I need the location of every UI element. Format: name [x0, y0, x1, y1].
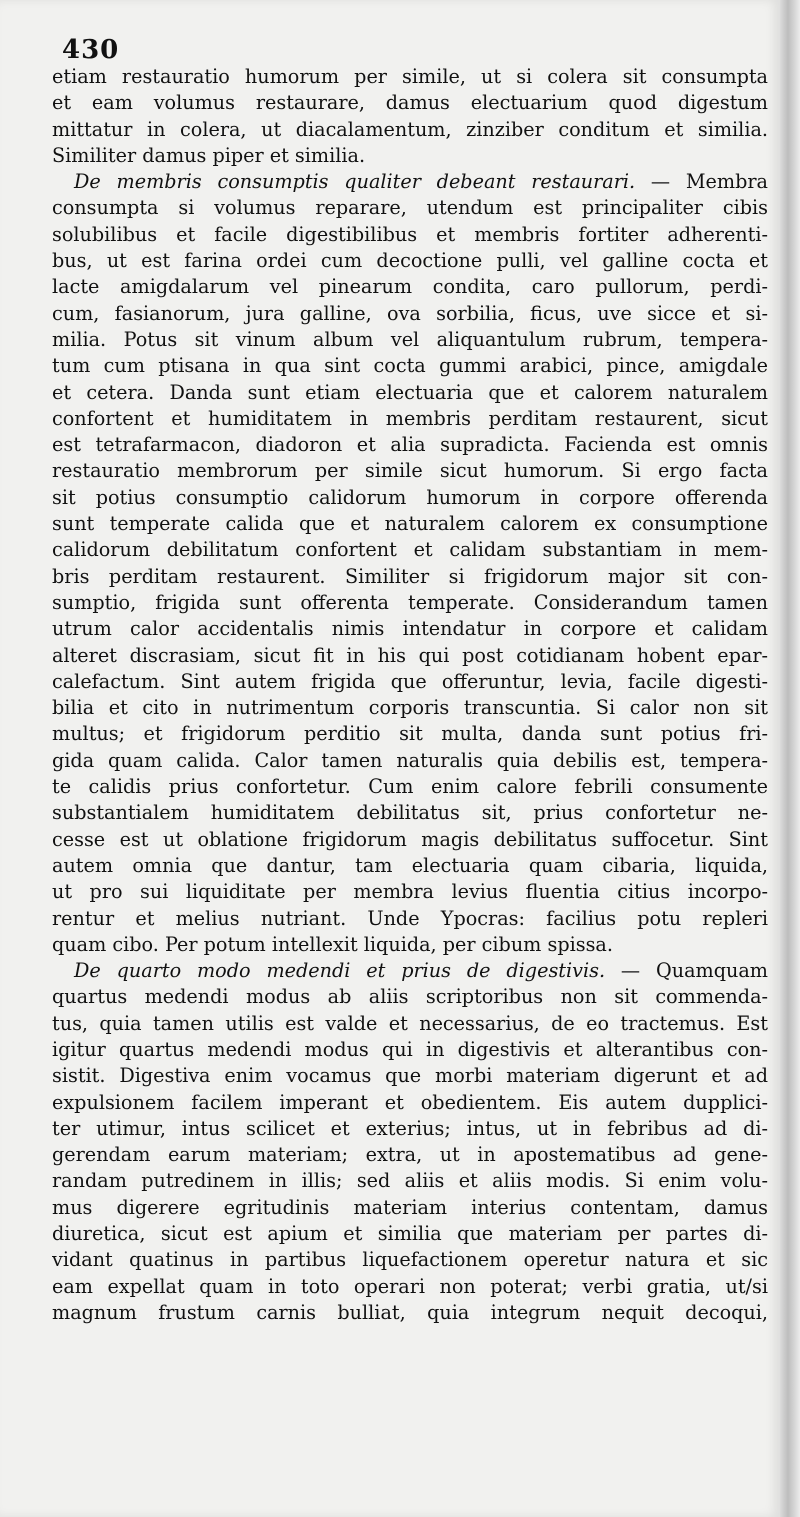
text-line — [52, 1168, 768, 1194]
text-line — [52, 748, 768, 774]
text-line — [52, 485, 768, 511]
text-run: alteret discrasiam, sicut fit in his qui post cotidianam hobent epar- — [52, 643, 768, 667]
text-line — [52, 695, 768, 721]
text-line — [52, 274, 768, 300]
text-run: magnum frustum carnis bulliat, quia integrum nequit decoqui, — [52, 1300, 768, 1324]
text-run: eam expellat quam in toto operari non poterat; verbi gratia, ut/si — [52, 1274, 768, 1298]
text-line — [52, 458, 768, 484]
text-run: te calidis prius confortetur. Cum enim calore febrili consumente — [52, 775, 768, 799]
text-run: utrum calor accidentalis nimis intendatur in corpore et calidam — [52, 617, 768, 641]
text-run: cum, fasianorum, jura galline, ova sorbilia, ficus, uve sicce et si- — [52, 301, 768, 325]
text-run: diuretica, sicut est apium et similia que materiam per partes di- — [52, 1222, 768, 1246]
text-run: quam cibo. Per potum intellexit liquida, per cibum spissa. — [52, 932, 613, 956]
text-line — [52, 827, 768, 853]
text-line — [52, 1011, 768, 1037]
text-line — [52, 222, 768, 248]
text-line — [52, 1090, 768, 1116]
text-run: randam putredinem in illis; sed aliis et aliis modis. Si enim volu- — [52, 1169, 768, 1193]
text-run: bris perditam restaurent. Similiter si frigidorum major sit con- — [52, 564, 768, 588]
text-line — [52, 353, 768, 379]
text-line — [52, 1300, 768, 1326]
text-line — [52, 932, 768, 958]
text-run: expulsionem facilem imperant et obedientem. Eis autem dupplici- — [52, 1090, 768, 1114]
text-line — [52, 301, 768, 327]
text-run: est tetrafarmacon, diadoron et alia supradicta. Facienda est omnis — [52, 433, 768, 457]
text-line — [52, 90, 768, 116]
text-run: lacte amigdalarum vel pinearum condita, caro pullorum, perdi- — [52, 275, 768, 299]
text-run: cesse est ut oblatione frigidorum magis debilitatus suffocetur. Sint — [52, 827, 768, 851]
text-line — [52, 248, 768, 274]
text-run: rentur et melius nutriant. Unde Ypocras: facilius potu repleri — [52, 906, 768, 930]
text-run: substantialem humiditatem debilitatus sit, prius confortetur ne- — [52, 801, 768, 825]
text-run: — Membra — [635, 170, 768, 194]
text-line — [52, 721, 768, 747]
text-line — [52, 169, 768, 195]
text-run: calidorum debilitatum confortent et calidam substantiam in mem- — [52, 538, 768, 562]
text-line — [52, 643, 768, 669]
text-line — [52, 1037, 768, 1063]
text-line — [52, 64, 768, 90]
text-line — [52, 432, 768, 458]
text-run: gerendam earum materiam; extra, ut in apostematibus ad gene- — [52, 1143, 768, 1167]
text-line — [52, 406, 768, 432]
text-run: bus, ut est farina ordei cum decoctione pulli, vel galline cocta et — [52, 249, 768, 273]
section-heading: De membris consumptis qualiter debeant restaurari. — [74, 170, 636, 194]
text-run: autem omnia que dantur, tam electuaria quam cibaria, liquida, — [52, 853, 768, 877]
text-run: ut pro sui liquiditate per membra levius fluentia citius incorpo- — [52, 880, 768, 904]
text-line — [52, 117, 768, 143]
text-line — [52, 958, 768, 984]
text-run: igitur quartus medendi modus qui in digestivis et alterantibus con- — [52, 1037, 768, 1061]
text-run: confortent et humiditatem in membris perditam restaurent, sicut — [52, 406, 768, 430]
text-line — [52, 1274, 768, 1300]
text-line — [52, 1142, 768, 1168]
text-line — [52, 143, 768, 169]
text-line — [52, 195, 768, 221]
text-line — [52, 327, 768, 353]
text-run: consumpta si volumus reparare, utendum est principaliter cibis — [52, 196, 768, 220]
text-line — [52, 511, 768, 537]
text-run: et eam volumus restaurare, damus electuarium quod digestum — [52, 91, 768, 115]
text-line — [52, 984, 768, 1010]
text-line — [52, 616, 768, 642]
section-heading: De quarto modo medendi et prius de digestivis. — [74, 959, 606, 983]
text-line — [52, 537, 768, 563]
text-line — [52, 906, 768, 932]
text-run: tus, quia tamen utilis est valde et necessarius, de eo tractemus. Est — [52, 1011, 768, 1035]
text-line — [52, 590, 768, 616]
text-run: sistit. Digestiva enim vocamus que morbi materiam digerunt et ad — [52, 1064, 768, 1088]
text-run: gida quam calida. Calor tamen naturalis quia debilis est, tempera- — [52, 748, 768, 772]
text-run: tum cum ptisana in qua sint cocta gummi arabici, pince, amigdale — [52, 354, 768, 378]
text-line — [52, 1063, 768, 1089]
text-run: et cetera. Danda sunt etiam electuaria que et calorem naturalem — [52, 380, 768, 404]
text-line — [52, 1116, 768, 1142]
text-run: — Quamquam — [605, 959, 768, 983]
text-line — [52, 800, 768, 826]
text-line — [52, 1247, 768, 1273]
page-text — [52, 36, 768, 1326]
text-line — [52, 879, 768, 905]
text-run: sunt temperate calida que et naturalem calorem ex consumptione — [52, 512, 768, 536]
text-run: sit potius consumptio calidorum humorum in corpore offerenda — [52, 485, 768, 509]
text-run: sumptio, frigida sunt offerenta temperate. Considerandum tamen — [52, 590, 768, 614]
text-run: solubilibus et facile digestibilibus et membris fortiter adherenti- — [52, 222, 768, 246]
text-line — [52, 853, 768, 879]
text-line — [52, 774, 768, 800]
text-run: multus; et frigidorum perditio sit multa, danda sunt potius fri- — [52, 722, 768, 746]
page-edge-shadow — [780, 0, 800, 1517]
text-line — [52, 1221, 768, 1247]
text-line — [52, 380, 768, 406]
text-line — [52, 669, 768, 695]
text-run: ter utimur, intus scilicet et exterius; intus, ut in febribus ad di- — [52, 1116, 768, 1140]
text-run: Similiter damus piper et similia. — [52, 143, 366, 167]
text-run: vidant quatinus in partibus liquefactionem operetur natura et sic — [52, 1248, 768, 1272]
text-line — [52, 564, 768, 590]
text-run: restauratio membrorum per simile sicut humorum. Si ergo facta — [52, 459, 768, 483]
text-run: calefactum. Sint autem frigida que offeruntur, levia, facile digesti- — [52, 669, 768, 693]
text-run: etiam restauratio humorum per simile, ut si colera sit consumpta — [52, 65, 768, 88]
text-run: bilia et cito in nutrimentum corporis transcuntia. Si calor non sit — [52, 696, 768, 720]
text-lines — [52, 64, 768, 1326]
page-number: 430 — [62, 35, 120, 65]
text-run: mus digerere egritudinis materiam interius contentam, damus — [52, 1195, 768, 1219]
text-run: milia. Potus sit vinum album vel aliquantulum rubrum, tempera- — [52, 327, 768, 351]
text-line — [52, 1195, 768, 1221]
text-run: quartus medendi modus ab aliis scriptoribus non sit commenda- — [52, 985, 768, 1009]
text-run: mittatur in colera, ut diacalamentum, zinziber conditum et similia. — [52, 117, 768, 141]
